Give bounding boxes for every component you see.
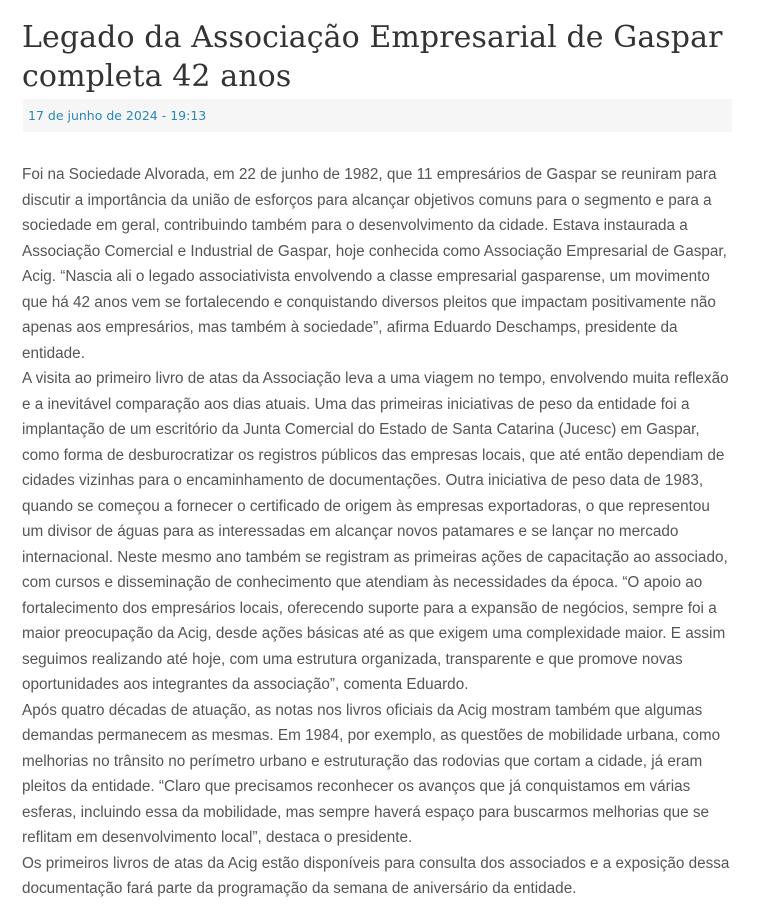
paragraph: Os primeiros livros de atas da Acig estão disponíveis para consulta dos associados e a exposição dessa documentação fará parte da programação da semana de aniversário da entidade. bbox=[22, 854, 730, 897]
paragraph: Após quatro décadas de atuação, as notas nos livros oficiais da Acig mostram também que algumas demandas permanecem as mesmas. Em 1984, por exemplo, as questões de mobilidade urbana, como melhorias no trânsito no perímetro urbano e estruturação das rodovias que cortam a cidade, já eram pleitos da entidade. “Claro que precisamos reconhecer os avanços que já conquistamos em várias esferas, incluindo essa da mobilidade, mas sempre haverá espaço para buscarmos melhorias que se reflitam em desenvolvimento local”, destaca o presidente. bbox=[22, 701, 721, 846]
article-meta-bar bbox=[23, 99, 732, 132]
paragraph: Foi na Sociedade Alvorada, em 22 de junho de 1982, que 11 empresários de Gaspar se reuniram para discutir a importância da união de esforços para alcançar objetivos comuns para o segmento e para a sociedade em geral, contribuindo também para o desenvolvimento da cidade. Estava instaurada a Associação Comercial e Industrial de Gaspar, hoje conhecida como Associação Empresarial de Gaspar, Acig. “Nascia ali o legado associativista envolvendo a classe empresarial gasparense, um movimento que há 42 anos vem se fortalecendo e conquistando diversos pleitos que impactam positivamente não apenas aos empresários, mas também à sociedade”, afirma Eduardo Deschamps, presidente da entidade. bbox=[22, 166, 727, 362]
article-body bbox=[22, 162, 732, 902]
paragraph: A visita ao primeiro livro de atas da Associação leva a uma viagem no tempo, envolvendo muita reflexão e a inevitável comparação aos dias atuais. Uma das primeiras iniciativas de peso da entidade foi a implantação de um escritório da Junta Comercial do Estado de Santa Catarina (Jucesc) em Gaspar, como forma de desburocratizar os registros públicos das empresas locais, que até então dependiam de cidades vizinhas para o encaminhamento de documentações. Outra iniciativa de peso data de 1983, quando se começou a fornecer o certificado de origem às empresas exportadoras, o que representou um divisor de águas para as interessadas em alcançar novos patamares e se lançar no mercado internacional. Neste mesmo ano também se registram as primeiras ações de capacitação ao associado, com cursos e disseminação de conhecimento que atendiam às necessidades da época. “O apoio ao fortalecimento dos empresários locais, oferecendo suporte para a expansão de negócios, sempre foi a maior preocupação da Acig, desde ações básicas até as que exigem uma complexidade maior. E assim seguimos realizando até hoje, com uma estrutura organizada, transparente e que promove novas oportunidades aos integrantes da associação”, comenta Eduardo. bbox=[22, 370, 729, 693]
article-title: Legado da Associação Empresarial de Gaspar completa 42 anos bbox=[22, 20, 723, 94]
publish-date: 17 de junho de 2024 - 19:13 bbox=[28, 108, 207, 123]
